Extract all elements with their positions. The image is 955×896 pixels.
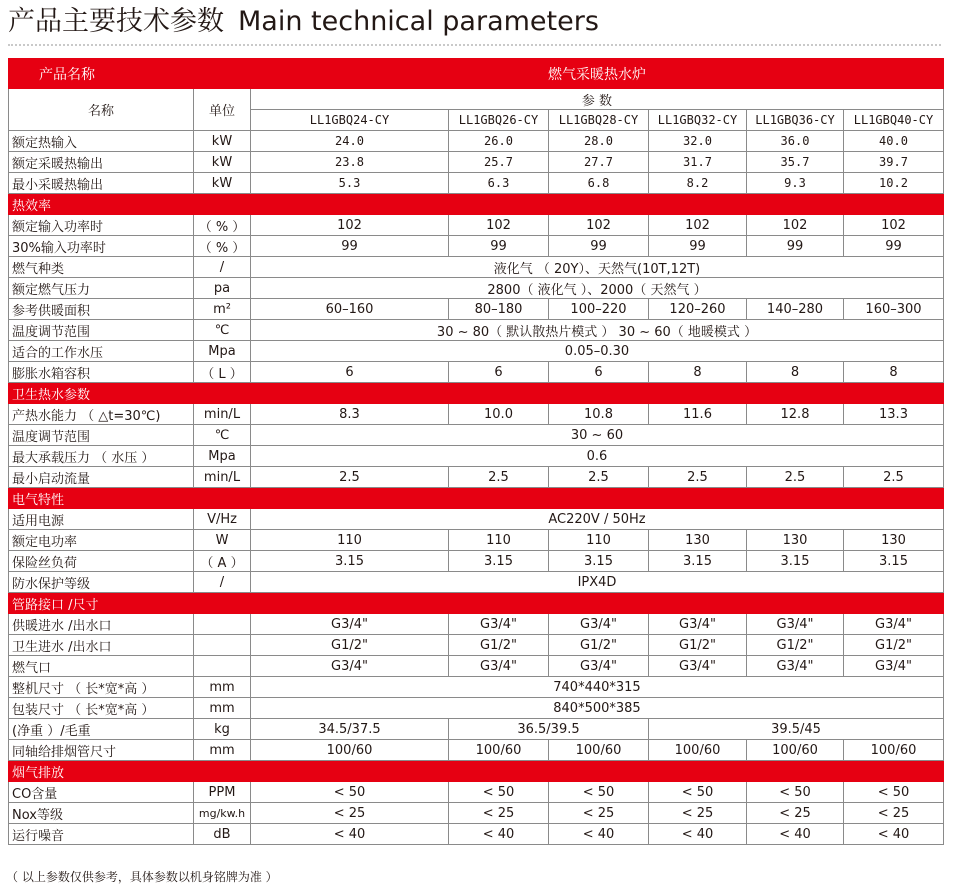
section-title: 管路接口 /尺寸 [9, 593, 944, 614]
param-value: < 25 [549, 803, 649, 824]
param-unit: mm [194, 740, 251, 761]
table-row [9, 152, 944, 173]
param-value: G3/4" [649, 656, 747, 677]
table-row [9, 446, 944, 467]
param-name: 额定电功率 [9, 530, 194, 551]
param-value: < 25 [649, 803, 747, 824]
section-title: 电气特性 [9, 488, 944, 509]
param-unit: kW [194, 131, 251, 152]
param-value: 27.7 [549, 152, 649, 173]
param-value: < 50 [844, 782, 944, 803]
param-name: 燃气口 [9, 656, 194, 677]
model-header: LL1GBQ40-CY [844, 110, 944, 131]
param-value: 30 ~ 60 [251, 425, 944, 446]
param-unit: ℃ [194, 320, 251, 341]
table-row [9, 404, 944, 425]
param-value: 130 [747, 530, 844, 551]
param-value: 102 [449, 215, 549, 236]
param-value: 80–180 [449, 299, 549, 320]
param-value: G3/4" [649, 614, 747, 635]
param-value: 160–300 [844, 299, 944, 320]
param-name: 运行噪音 [9, 824, 194, 845]
param-value: 液化气 （ 20Y）、天然气(10T,12T) [251, 257, 944, 278]
table-row [9, 341, 944, 362]
param-unit: （ L ） [194, 362, 251, 383]
param-unit: min/L [194, 467, 251, 488]
param-value: 2.5 [649, 467, 747, 488]
param-value: 30 ~ 80（ 默认散热片模式 ） 30 ~ 60（ 地暖模式 ） [251, 320, 944, 341]
title-en: Main technical parameters [238, 6, 599, 37]
model-header: LL1GBQ36-CY [747, 110, 844, 131]
param-value: 6.8 [549, 173, 649, 194]
param-unit: W [194, 530, 251, 551]
param-unit: （ A ） [194, 551, 251, 572]
param-value: 110 [549, 530, 649, 551]
param-value: G1/2" [549, 635, 649, 656]
param-unit: m² [194, 299, 251, 320]
param-value: 2.5 [747, 467, 844, 488]
param-value: 0.6 [251, 446, 944, 467]
param-unit: / [194, 572, 251, 593]
param-value: 24.0 [251, 131, 449, 152]
param-value: 3.15 [747, 551, 844, 572]
param-name: 整机尺寸 （ 长*宽*高 ） [9, 677, 194, 698]
param-unit: kW [194, 152, 251, 173]
param-unit: PPM [194, 782, 251, 803]
param-value: G3/4" [844, 656, 944, 677]
param-name: 膨胀水箱容积 [9, 362, 194, 383]
param-value: < 25 [747, 803, 844, 824]
table-row [9, 299, 944, 320]
param-value: 99 [251, 236, 449, 257]
param-value: 102 [844, 215, 944, 236]
param-value: < 40 [747, 824, 844, 845]
param-value: 110 [251, 530, 449, 551]
table-row [9, 320, 944, 341]
param-value: 99 [549, 236, 649, 257]
param-name: 最大承载压力 （ 水压 ） [9, 446, 194, 467]
param-value: 8.2 [649, 173, 747, 194]
param-name: (净重 ）/毛重 [9, 719, 194, 740]
param-value: 10.8 [549, 404, 649, 425]
param-value: G3/4" [549, 614, 649, 635]
param-value: G3/4" [747, 656, 844, 677]
param-value: 25.7 [449, 152, 549, 173]
param-unit [194, 635, 251, 656]
table-row [9, 635, 944, 656]
param-value: G1/2" [844, 635, 944, 656]
param-unit: （ % ） [194, 215, 251, 236]
param-value: 102 [251, 215, 449, 236]
param-unit: / [194, 257, 251, 278]
param-value: < 40 [251, 824, 449, 845]
param-unit [194, 656, 251, 677]
param-value: 40.0 [844, 131, 944, 152]
param-value: AC220V / 50Hz [251, 509, 944, 530]
param-unit: mm [194, 698, 251, 719]
param-name: 防水保护等级 [9, 572, 194, 593]
model-header: LL1GBQ24-CY [251, 110, 449, 131]
section-header-row [9, 488, 944, 509]
footnote: （ 以上参数仅供参考，具体参数以机身铭牌为准 ） [6, 870, 278, 884]
param-value: < 25 [449, 803, 549, 824]
param-value: G1/2" [251, 635, 449, 656]
param-value: 2.5 [251, 467, 449, 488]
page-title [8, 4, 599, 40]
param-value: 3.15 [449, 551, 549, 572]
section-header-row [9, 383, 944, 404]
param-name: 同轴给排烟管尺寸 [9, 740, 194, 761]
table-row [9, 173, 944, 194]
param-value: 100/60 [251, 740, 449, 761]
param-value: 31.7 [649, 152, 747, 173]
param-value: 99 [747, 236, 844, 257]
param-value: 6 [549, 362, 649, 383]
param-value: 102 [747, 215, 844, 236]
param-value: G3/4" [449, 614, 549, 635]
table-row [9, 425, 944, 446]
param-unit [194, 614, 251, 635]
param-name: 适合的工作水压 [9, 341, 194, 362]
table-row [9, 698, 944, 719]
model-header: LL1GBQ26-CY [449, 110, 549, 131]
col-unit-header: 单位 [194, 89, 251, 131]
param-name: 适用电源 [9, 509, 194, 530]
param-value: 3.15 [844, 551, 944, 572]
table-row [9, 677, 944, 698]
param-name: 最小采暖热输出 [9, 173, 194, 194]
param-value: 100/60 [549, 740, 649, 761]
section-header-row [9, 593, 944, 614]
param-value: G3/4" [549, 656, 649, 677]
param-value: < 50 [649, 782, 747, 803]
param-value: 39.5/45 [649, 719, 944, 740]
param-value: 10.2 [844, 173, 944, 194]
param-value: 120–260 [649, 299, 747, 320]
param-value: 12.8 [747, 404, 844, 425]
param-value: 8 [844, 362, 944, 383]
table-row [9, 572, 944, 593]
param-name: 包装尺寸 （ 长*宽*高 ） [9, 698, 194, 719]
param-name: 产热水能力 （ △t=30℃) [9, 404, 194, 425]
param-value: 740*440*315 [251, 677, 944, 698]
param-name: 保险丝负荷 [9, 551, 194, 572]
param-name: 供暖进水 /出水口 [9, 614, 194, 635]
param-value: 130 [844, 530, 944, 551]
model-header: LL1GBQ28-CY [549, 110, 649, 131]
param-value: 100/60 [747, 740, 844, 761]
param-value: 102 [649, 215, 747, 236]
param-value: 6 [449, 362, 549, 383]
param-name: 卫生进水 /出水口 [9, 635, 194, 656]
param-value: < 50 [251, 782, 449, 803]
param-value: G3/4" [251, 656, 449, 677]
param-unit: ℃ [194, 425, 251, 446]
param-unit: kW [194, 173, 251, 194]
param-unit: pa [194, 278, 251, 299]
param-name: 燃气种类 [9, 257, 194, 278]
param-name: 额定输入功率时 [9, 215, 194, 236]
param-value: 2.5 [449, 467, 549, 488]
section-title: 卫生热水参数 [9, 383, 944, 404]
param-unit: dB [194, 824, 251, 845]
table-row [9, 824, 944, 845]
table-row [9, 257, 944, 278]
title-divider [8, 44, 941, 46]
product-header-row [9, 59, 944, 89]
param-name: 额定燃气压力 [9, 278, 194, 299]
param-value: 35.7 [747, 152, 844, 173]
table-row [9, 740, 944, 761]
model-header: LL1GBQ32-CY [649, 110, 747, 131]
param-value: 9.3 [747, 173, 844, 194]
param-unit: min/L [194, 404, 251, 425]
param-unit: Mpa [194, 341, 251, 362]
param-value: 102 [549, 215, 649, 236]
param-value: 99 [844, 236, 944, 257]
param-value: 2800（ 液化气 ）、2000（ 天然气 ） [251, 278, 944, 299]
table-row [9, 530, 944, 551]
param-value: < 25 [844, 803, 944, 824]
param-value: 10.0 [449, 404, 549, 425]
param-name: 温度调节范围 [9, 425, 194, 446]
param-value: G1/2" [649, 635, 747, 656]
param-value: < 40 [549, 824, 649, 845]
param-value: 3.15 [549, 551, 649, 572]
param-value: IPX4D [251, 572, 944, 593]
param-value: 110 [449, 530, 549, 551]
param-unit: mm [194, 677, 251, 698]
param-name: 30%输入功率时 [9, 236, 194, 257]
column-header-row [9, 89, 944, 110]
param-value: 99 [649, 236, 747, 257]
param-value: 0.05–0.30 [251, 341, 944, 362]
param-value: 100/60 [449, 740, 549, 761]
table-row [9, 551, 944, 572]
table-row [9, 278, 944, 299]
param-value: 5.3 [251, 173, 449, 194]
param-value: < 50 [549, 782, 649, 803]
param-value: 8.3 [251, 404, 449, 425]
param-value: 13.3 [844, 404, 944, 425]
param-value: 99 [449, 236, 549, 257]
section-title: 烟气排放 [9, 761, 944, 782]
param-name: 额定热输入 [9, 131, 194, 152]
param-value: < 40 [649, 824, 747, 845]
param-value: 140–280 [747, 299, 844, 320]
param-unit: V/Hz [194, 509, 251, 530]
section-title: 热效率 [9, 194, 944, 215]
product-name: 燃气采暖热水炉 [251, 59, 944, 89]
param-name: CO含量 [9, 782, 194, 803]
param-value: 11.6 [649, 404, 747, 425]
param-name: 最小启动流量 [9, 467, 194, 488]
param-name: 参考供暖面积 [9, 299, 194, 320]
param-value: 36.5/39.5 [449, 719, 649, 740]
param-value: 8 [649, 362, 747, 383]
param-value: 3.15 [649, 551, 747, 572]
param-unit: mg/kw.h [194, 803, 251, 824]
table-row [9, 614, 944, 635]
param-value: 6.3 [449, 173, 549, 194]
param-value: 840*500*385 [251, 698, 944, 719]
table-row [9, 782, 944, 803]
param-value: 130 [649, 530, 747, 551]
param-name: 额定采暖热输出 [9, 152, 194, 173]
param-value: 23.8 [251, 152, 449, 173]
param-name: Nox等级 [9, 803, 194, 824]
param-value: < 50 [747, 782, 844, 803]
param-value: 100/60 [844, 740, 944, 761]
table-row [9, 467, 944, 488]
param-value: < 25 [251, 803, 449, 824]
param-value: 100/60 [649, 740, 747, 761]
table-row [9, 215, 944, 236]
table-row [9, 656, 944, 677]
section-header-row [9, 194, 944, 215]
param-value: 6 [251, 362, 449, 383]
param-value: G3/4" [747, 614, 844, 635]
param-value: 32.0 [649, 131, 747, 152]
param-value: 26.0 [449, 131, 549, 152]
param-value: 8 [747, 362, 844, 383]
param-value: 2.5 [549, 467, 649, 488]
param-value: < 50 [449, 782, 549, 803]
param-value: 100–220 [549, 299, 649, 320]
param-value: 36.0 [747, 131, 844, 152]
param-value: G3/4" [449, 656, 549, 677]
param-value: 2.5 [844, 467, 944, 488]
table-row [9, 509, 944, 530]
param-value: G1/2" [747, 635, 844, 656]
col-params-header: 参 数 [251, 89, 944, 110]
param-value: 3.15 [251, 551, 449, 572]
param-value: G3/4" [251, 614, 449, 635]
table-row [9, 362, 944, 383]
table-row [9, 131, 944, 152]
product-name-label: 产品名称 [9, 59, 251, 89]
param-value: 28.0 [549, 131, 649, 152]
param-value: G3/4" [844, 614, 944, 635]
table-row [9, 236, 944, 257]
spec-table [8, 58, 944, 845]
table-row [9, 803, 944, 824]
title-zh: 产品主要技术参数 [8, 6, 224, 37]
param-unit: kg [194, 719, 251, 740]
param-value: 34.5/37.5 [251, 719, 449, 740]
param-value: 39.7 [844, 152, 944, 173]
table-row [9, 719, 944, 740]
param-unit: Mpa [194, 446, 251, 467]
section-header-row [9, 761, 944, 782]
param-unit: （ % ） [194, 236, 251, 257]
param-value: < 40 [844, 824, 944, 845]
param-value: < 40 [449, 824, 549, 845]
param-value: 60–160 [251, 299, 449, 320]
col-name-header: 名称 [9, 89, 194, 131]
param-name: 温度调节范围 [9, 320, 194, 341]
param-value: G1/2" [449, 635, 549, 656]
